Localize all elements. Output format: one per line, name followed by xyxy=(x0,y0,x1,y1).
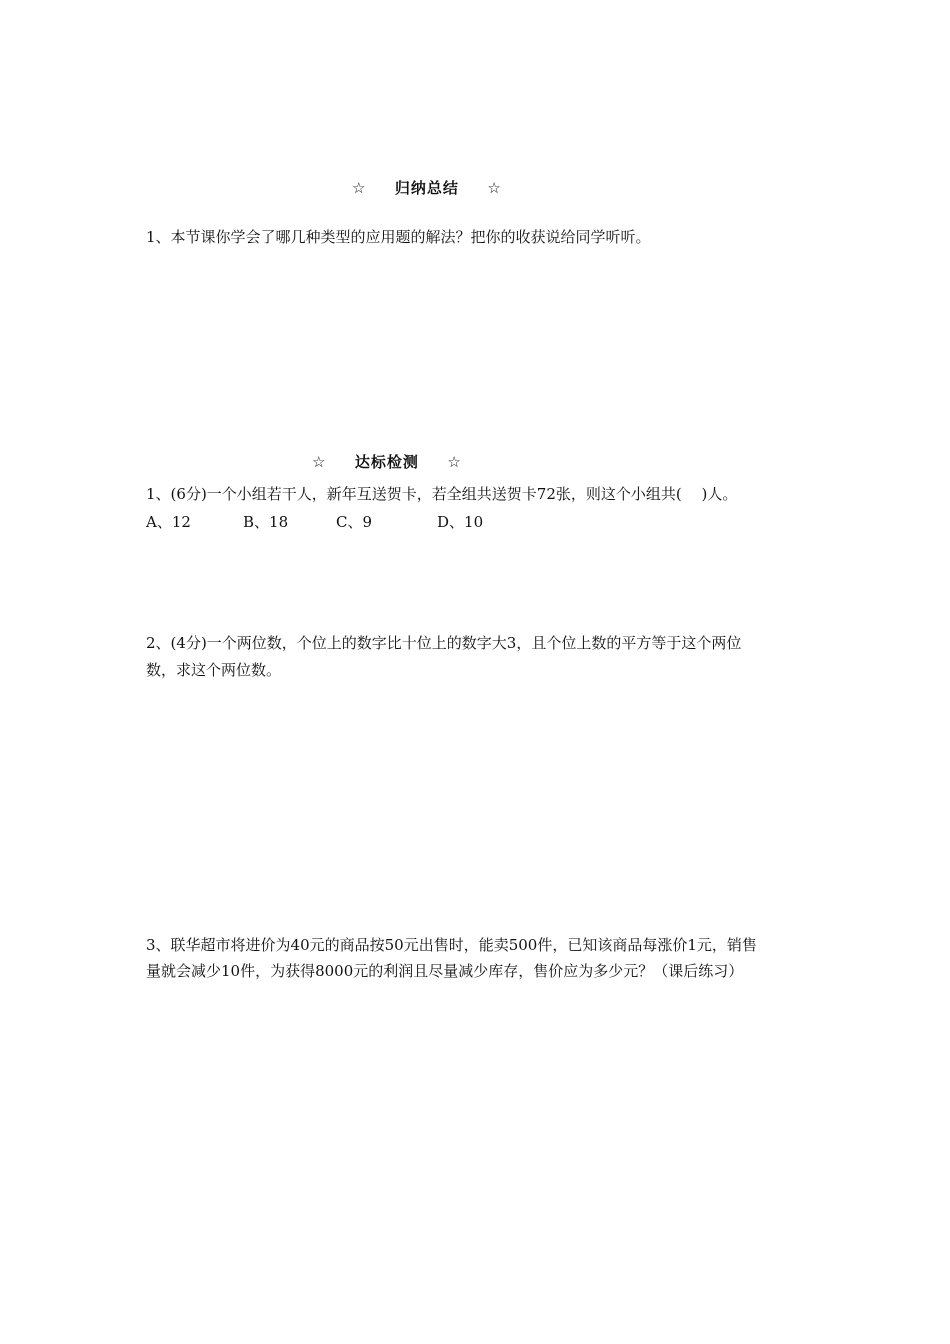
test-question-2-line-1: 2、(4分)一个两位数，个位上的数字比十位上的数字大3，且个位上数的平方等于这个两位 xyxy=(146,634,742,652)
option-b: B、18 xyxy=(243,513,289,531)
summary-question-1: 1、本节课你学会了哪几种类型的应用题的解法？把你的收获说给同学听听。 xyxy=(146,228,651,246)
star-icon: ☆ xyxy=(447,453,462,471)
test-question-3-line-1: 3、联华超市将进价为40元的商品按50元出售时，能卖500件，已知该商品每涨价1元，销售 xyxy=(146,936,757,954)
section-heading-test xyxy=(312,451,462,472)
option-c: C、9 xyxy=(336,513,373,531)
test-question-3-line-2: 量就会减少10件，为获得8000元的利润且尽量减少库存，售价应为多少元？（课后练习） xyxy=(146,962,744,980)
option-a: A、12 xyxy=(146,513,191,531)
test-question-1: 1、(6分)一个小组若干人，新年互送贺卡，若全组共送贺卡72张，则这个小组共( )人。 xyxy=(146,485,738,503)
option-d: D、10 xyxy=(437,513,484,531)
section-heading-summary xyxy=(352,177,502,198)
star-icon: ☆ xyxy=(312,453,327,471)
star-icon: ☆ xyxy=(352,179,367,197)
heading-test-title: 达标检测 xyxy=(354,453,419,471)
star-icon: ☆ xyxy=(487,179,502,197)
test-question-2-line-2: 数，求这个两位数。 xyxy=(146,661,282,679)
heading-summary-title: 归纳总结 xyxy=(394,179,459,197)
